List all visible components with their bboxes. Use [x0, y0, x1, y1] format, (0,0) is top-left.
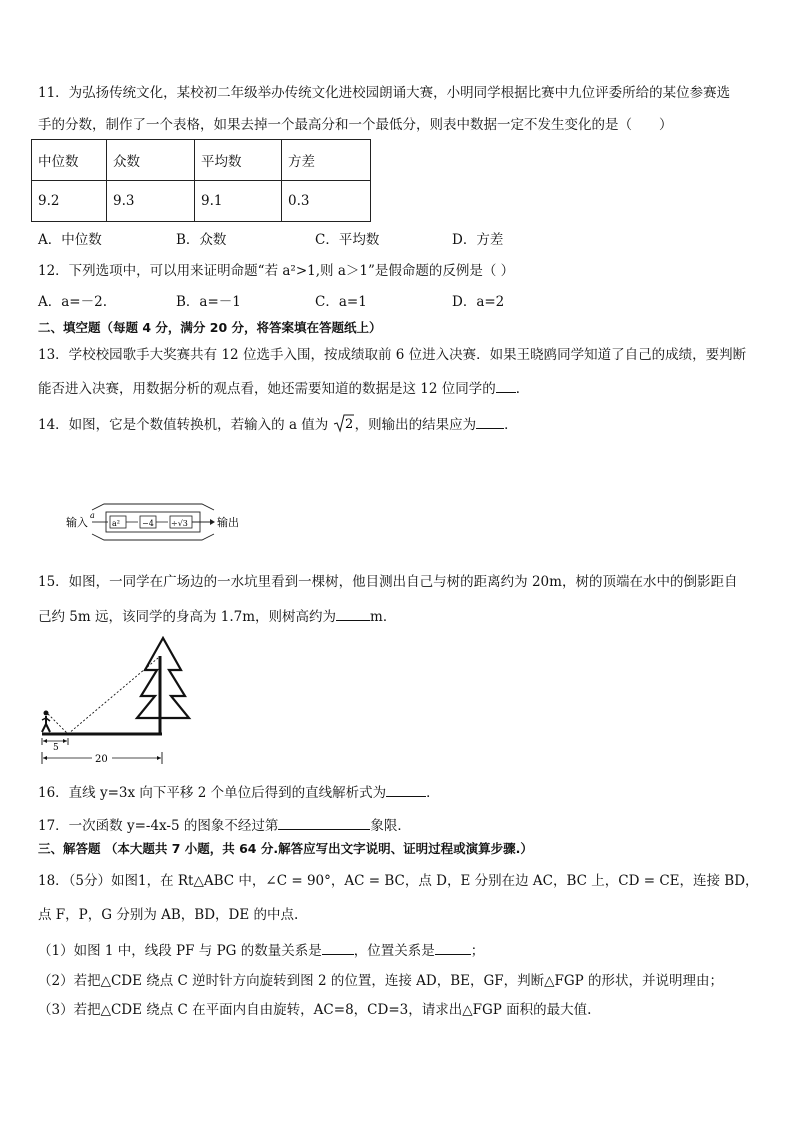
q11-option-b: B．众数 — [176, 232, 227, 248]
q15-text-line2 — [38, 606, 396, 626]
q14-text-end: ． — [504, 417, 518, 433]
q11-option-d: D．方差 — [452, 232, 504, 248]
distance-label-20: 20 — [95, 754, 108, 765]
q13-text-line1: 13．学校校园歌手大奖赛共有 12 位选手入围，按成绩取前 6 位进入决赛．如果王晓鸥同学知道了自己的成绩，要判断 — [38, 347, 747, 363]
q18-part1-c: ； — [470, 943, 485, 959]
q18-text-line1: 18．（5分）如图1，在 Rt△ABC 中，∠C = 90°，AC = BC，点 D，E 分别在边 AC，BC 上，CD = CE，连接 BD， — [38, 873, 759, 889]
person-head-icon — [44, 711, 49, 716]
q17-text-main: 17．一次函数 y=-4x-5 的图象不经过第 — [38, 818, 279, 834]
input-variable: a — [90, 511, 95, 520]
sqrt-radicand: 2 — [344, 417, 353, 432]
table-cell: 0.3 — [282, 181, 371, 222]
q18-part1-a: （1）如图 1 中，线段 PF 与 PG 的数量关系是 — [38, 943, 322, 959]
output-label: 输出 — [217, 516, 239, 529]
step-subtract-label: −4 — [142, 519, 154, 528]
q16-text — [38, 782, 440, 802]
q18-answer-blank-quantity[interactable] — [322, 940, 354, 955]
section-heading-solve: 三、解答题 （本大题共 7 小题，共 64 分.解答应写出文字说明、证明过程或演算步骤.） — [38, 841, 533, 856]
section-heading-fill-blank: 二、填空题（每题 4 分，满分 20 分，将答案填在答题纸上） — [38, 320, 382, 335]
step-square-label: a² — [112, 519, 120, 528]
q16-text-main: 16．直线 y=3x 向下平移 2 个单位后得到的直线解析式为 — [38, 785, 387, 801]
dim-arrowhead — [43, 756, 47, 760]
q13-answer-blank[interactable] — [496, 378, 516, 393]
q11-option-c: C．平均数 — [315, 232, 380, 248]
q14-text — [38, 413, 518, 434]
q16-text-end: ． — [426, 785, 440, 801]
q15-answer-blank[interactable] — [336, 606, 370, 621]
arrow-out-head — [210, 519, 215, 525]
q18-part1 — [38, 940, 484, 960]
q11-text-line2: 手的分数，制作了一个表格，如果去掉一个最高分和一个最低分，则表中数据一定不发生变化的是（ ） — [38, 117, 673, 133]
q12-option-a: A．a=－2. — [38, 294, 107, 310]
q18-part3: （3）若把△CDE 绕点 C 在平面内自由旋转，AC=8，CD=3，请求出△FGP 面积的最大值. — [38, 1002, 592, 1018]
q17-answer-blank[interactable] — [278, 815, 370, 830]
step-divide-label: ÷√3 — [171, 519, 188, 528]
machine-bottom-frame — [92, 534, 214, 540]
q15-text-line1: 15．如图，一同学在广场边的一水坑里看到一棵树，他目测出自己与树的距离约为 20m，树的顶端在水中的倒影距自 — [38, 574, 738, 590]
q11-data-table — [31, 139, 371, 222]
q14-answer-blank[interactable] — [476, 414, 504, 429]
input-label: 输入 — [66, 516, 88, 529]
q12-option-b: B．a=－1 — [176, 294, 241, 310]
table-row — [32, 181, 371, 222]
q14-text-post: ，则输出的结果应为 — [354, 417, 477, 433]
q11-text-line1: 11．为弘扬传统文化，某校初二年级举办传统文化进校园朗诵大赛，小明同学根据比赛中九位评委所给的某位参赛选 — [38, 85, 731, 101]
q15-tree-reflection-diagram — [36, 636, 196, 768]
q16-answer-blank[interactable] — [386, 782, 426, 797]
q18-text-line2: 点 F，P，G 分别为 AB，BD，DE 的中点. — [38, 907, 299, 923]
q14-number-machine-diagram — [62, 500, 252, 544]
table-header-cell: 方差 — [282, 140, 371, 181]
sqrt-symbol — [333, 413, 355, 433]
q12-option-c: C．a=1 — [315, 294, 367, 310]
q14-text-pre: 14．如图，它是个数值转换机，若输入的 a 值为 — [38, 417, 329, 433]
q15-text-line2a: 己约 5m 远，该同学的身高为 1.7m，则树高约为 — [38, 609, 337, 625]
q11-option-a: A．中位数 — [38, 232, 102, 248]
q18-part1-b: ，位置关系是 — [353, 943, 435, 959]
q13-text-end: ． — [515, 381, 530, 397]
q12-text: 12．下列选项中，可以用来证明命题“若 a²>1,则 a＞1”是假命题的反例是（ ） — [38, 263, 515, 279]
q12-option-d: D．a=2 — [452, 294, 505, 310]
q18-answer-blank-position[interactable] — [435, 940, 471, 955]
person-leg-icon — [46, 724, 50, 732]
table-cell: 9.2 — [32, 181, 107, 222]
q17-text-end: 象限． — [370, 818, 411, 834]
q18-part2: （2）若把△CDE 绕点 C 逆时针方向旋转到图 2 的位置，连接 AD，BE，GF，判断△FGP 的形状，并说明理由； — [38, 973, 724, 989]
sight-line-down — [48, 714, 68, 734]
q13-text-line2-main: 能否进入决赛，用数据分析的观点看，她还需要知道的数据是这 12 位同学的 — [38, 381, 496, 397]
table-cell: 9.3 — [107, 181, 195, 222]
table-header-row — [32, 140, 371, 181]
dim-arrowhead — [157, 756, 161, 760]
distance-label-5: 5 — [53, 743, 59, 753]
table-cell: 9.1 — [195, 181, 282, 222]
q17-text — [38, 815, 411, 835]
table-header-cell: 众数 — [107, 140, 195, 181]
table-header-cell: 平均数 — [195, 140, 282, 181]
tree-crown-icon — [137, 638, 189, 718]
dim-arrowhead — [63, 739, 67, 743]
machine-top-frame — [92, 504, 214, 510]
q13-text-line2 — [38, 378, 529, 398]
table-header-cell: 中位数 — [32, 140, 107, 181]
q15-text-line2b: m． — [370, 609, 397, 625]
dim-arrowhead — [43, 739, 47, 743]
